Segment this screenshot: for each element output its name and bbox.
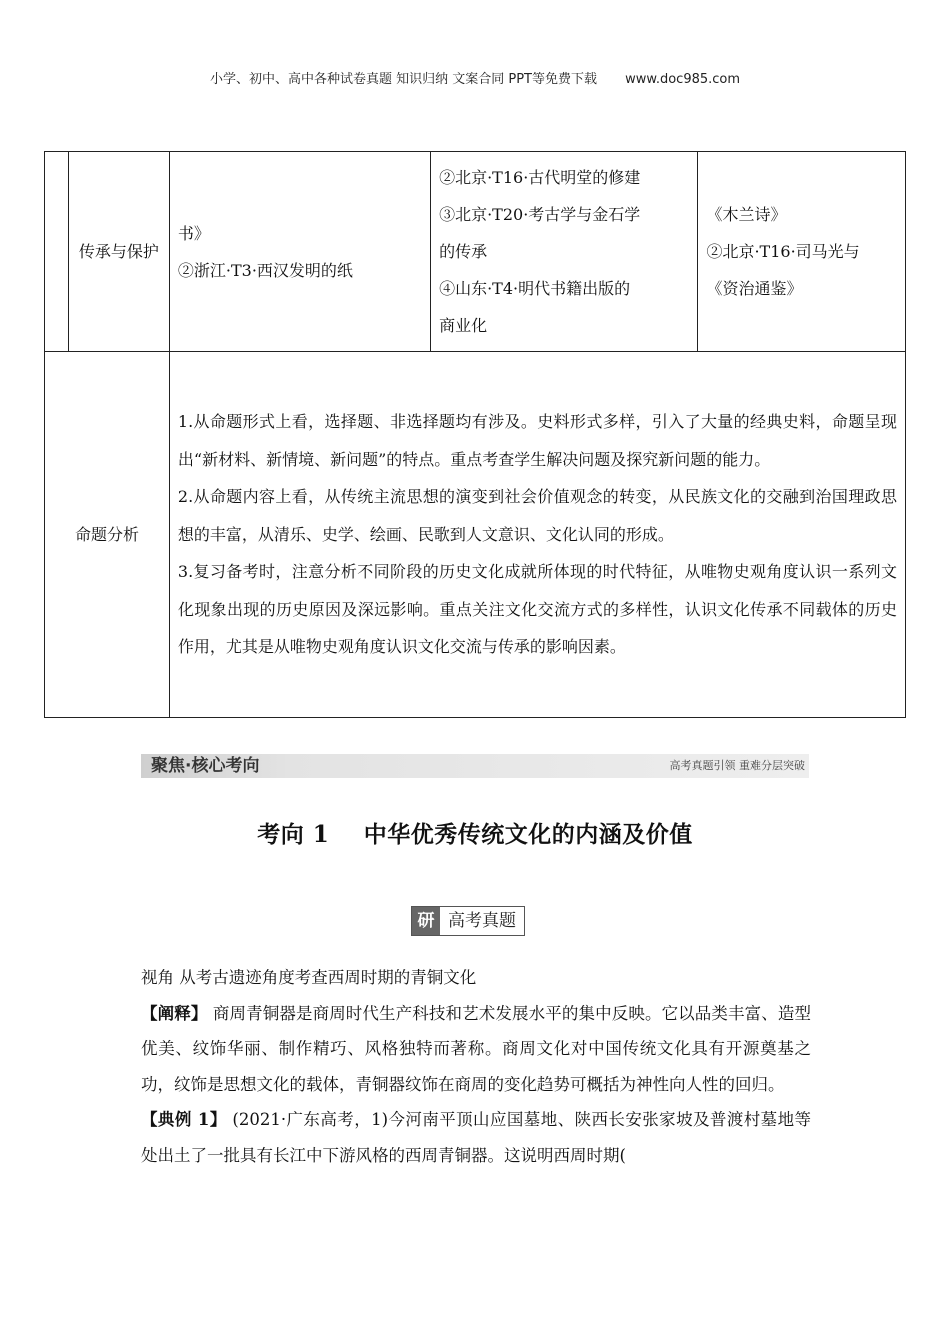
table-row xyxy=(45,152,906,352)
tag-key: 研 xyxy=(412,907,440,935)
cell-line: ④山东·T4·明代书籍出版的 xyxy=(439,279,631,298)
table-row xyxy=(45,352,906,718)
cell-line: ②北京·T16·司马光与 xyxy=(706,242,860,261)
cell-line: 的传承 xyxy=(439,242,488,261)
example-paragraph xyxy=(141,1102,811,1173)
row-label-analysis: 命题分析 xyxy=(45,352,170,718)
header-site-link[interactable]: www.doc985.com xyxy=(625,72,741,87)
analysis-paragraph: 3.复习备考时，注意分析不同阶段的历史文化成就所体现的时代特征，从唯物史观角度认识一系列文化现象出现的历史原因及深远影响。重点关注文化交流方式的多样性，认识文化传承不同载体的历史作用，尤其是从唯物史观角度认识文化交流与传承的影响因素。 xyxy=(177,562,897,657)
analysis-paragraph: 2.从命题内容上看，从传统主流思想的演变到社会价值观念的转变，从民族文化的交融到治国理政思想的丰富，从清乐、史学、绘画、民歌到人文意识、文化认同的形成。 xyxy=(177,487,897,544)
table-cell xyxy=(698,152,906,352)
angle-line: 视角 从考古遗迹角度考查西周时期的青铜文化 xyxy=(141,968,477,987)
cell-line: ②北京·T16·古代明堂的修建 xyxy=(439,168,641,187)
cell-line: ③北京·T20·考古学与金石学 xyxy=(439,205,641,224)
table-cell-blank xyxy=(45,152,69,352)
page-header xyxy=(0,68,950,87)
table-cell xyxy=(169,152,430,352)
exam-summary-table xyxy=(44,151,906,718)
banner-subtitle: 高考真题引领 重难分层突破 xyxy=(669,759,805,772)
table-cell xyxy=(431,152,698,352)
row-label-inheritance: 传承与保护 xyxy=(68,152,169,352)
main-content xyxy=(141,960,811,1173)
example-text: (2021·广东高考，1)今河南平顶山应国墓地、陕西长安张家坡及普渡村墓地等处出土了一批具有长江中下游风格的西周青铜器。这说明西周时期( xyxy=(141,1110,812,1165)
study-tag xyxy=(411,906,525,936)
section-title: 中华优秀传统文化的内涵及价值 xyxy=(363,821,693,848)
section-heading xyxy=(0,816,950,849)
explain-text: 商周青铜器是商周时代生产科技和艺术发展水平的集中反映。它以品类丰富、造型优美、纹饰华丽、制作精巧、风格独特而著称。商周文化对中国传统文化具有开源奠基之功，纹饰是思想文化的载体，青铜器纹饰在商周的变化趋势可概括为神性向人性的回归。 xyxy=(141,1003,812,1094)
cell-line: ②浙江·T3·西汉发明的纸 xyxy=(177,260,353,280)
banner-title: 聚焦·核心考向 xyxy=(151,756,260,776)
explain-label: 【阐释】 xyxy=(141,1003,208,1023)
cell-line: 《资治通鉴》 xyxy=(706,279,803,298)
cell-line: 书》 xyxy=(177,223,210,243)
example-label: 【典例 1】 xyxy=(141,1110,227,1129)
section-banner xyxy=(141,754,809,778)
analysis-cell xyxy=(169,352,905,718)
cell-line: 商业化 xyxy=(439,316,488,335)
analysis-paragraph: 1.从命题形式上看，选择题、非选择题均有涉及。史料形式多样，引入了大量的经典史料，命题呈现出“新材料、新情境、新问题”的特点。重点考查学生解决问题及探究新问题的能力。 xyxy=(177,412,897,469)
tag-label: 高考真题 xyxy=(448,911,516,931)
cell-line: 《木兰诗》 xyxy=(706,205,787,224)
header-text: 小学、初中、高中各种试卷真题 知识归纳 文案合同 PPT等免费下载 xyxy=(209,72,597,87)
section-number: 考向 1 xyxy=(257,821,330,848)
explain-paragraph xyxy=(141,996,811,1103)
